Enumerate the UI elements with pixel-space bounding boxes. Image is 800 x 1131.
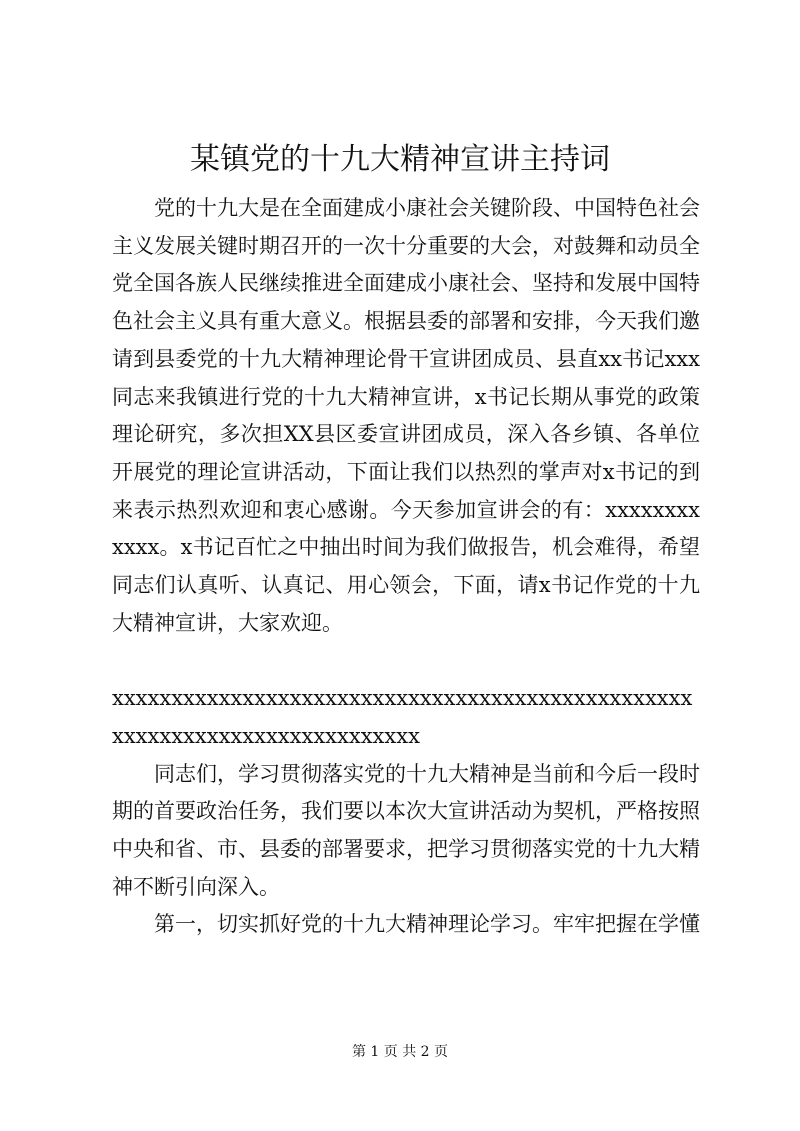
paragraph-intro: 党的十九大是在全面建成小康社会关键阶段、中国特色社会主义发展关键时期召开的一次十分重要的大会，对鼓舞和动员全党全国各族人民继续推进全面建成小康社会、坚持和发展中国特色社会主义具有重大意义。根据县委的部署和安排，今天我们邀请到县委党的十九大精神理论骨干宣讲团成员、县直xx书记xxx同志来我镇进行党的十九大精神宣讲，x书记长期从事党的政策理论研究，多次担XX县区委宣讲团成员，深入各乡镇、各单位开展党的理论宣讲活动，下面让我们以热烈的掌声对x书记的到来表示热烈欢迎和衷心感谢。今天参加宣讲会的有：xxxxxxxxxxxx。x书记百忙之中抽出时间为我们做报告，机会难得，希望同志们认真听、认真记、用心领会，下面，请x书记作党的十九大精神宣讲，大家欢迎。	[112, 196, 700, 635]
paragraph-placeholder-x: xxxxxxxxxxxxxxxxxxxxxxxxxxxxxxxxxxxxxxxxxxxxxxxxxxxxxxxxxxxxxxxxxxxxxxxxxxx	[112, 686, 693, 748]
page-footer: 第 1 页 共 2 页	[351, 1044, 449, 1060]
document-body	[112, 190, 700, 944]
paragraph-gap	[112, 642, 700, 680]
document-title: 某镇党的十九大精神宣讲主持词	[190, 142, 610, 177]
paragraph-comrades: 同志们，学习贯彻落实党的十九大精神是当前和今后一段时期的首要政治任务，我们要以本次大宣讲活动为契机，严格按照中央和省、市、县委的部署要求，把学习贯彻落实党的十九大精神不断引向深入。	[112, 761, 700, 899]
paragraph-first-point: 第一，切实抓好党的十九大精神理论学习。牢牢把握在学懂	[154, 912, 700, 937]
